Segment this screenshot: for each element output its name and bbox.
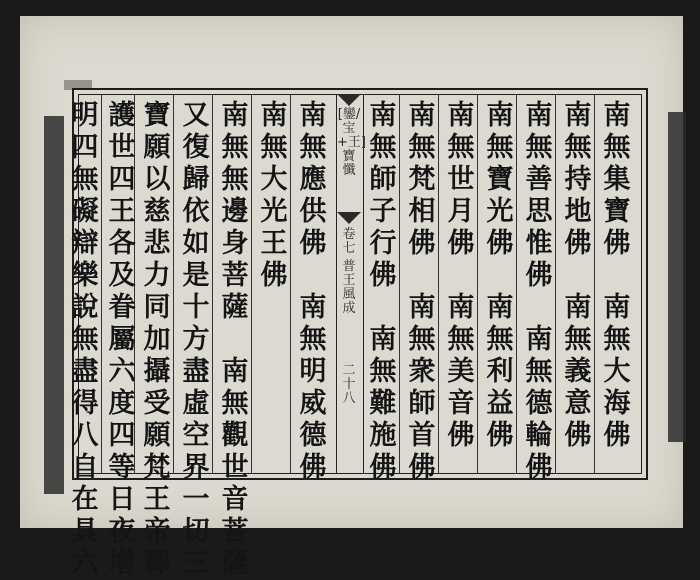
fold-title: [鑾/宝+王]寶懺: [337, 107, 366, 178]
center-fold: [336, 94, 364, 474]
right-col-4: 南 無 寶 光 佛 南 無 利 益 佛: [486, 100, 514, 451]
left-ink-smudge: [44, 116, 64, 494]
left-col-6: 護 世 四 王 各 及 眷 屬 六 度 四 等 日 夜 增: [108, 100, 136, 579]
right-col-1: 南 無 集 寶 佛 南 無 大 海 佛: [603, 100, 631, 451]
right-col-6: 南 無 梵 相 佛 南 無 衆 師 首 佛: [408, 100, 436, 483]
fold-subtitle: 普王風成: [342, 259, 356, 316]
fish-tail-mark-middle: [337, 212, 361, 226]
print-frame: [71, 88, 648, 579]
right-col-7: 南 無 師 子 行 佛 南 無 難 施 佛: [369, 100, 397, 483]
left-col-3: 南 無 無 邊 身 菩 薩 南 無 觀 世 音 菩 薩: [221, 100, 249, 579]
left-col-1: 南 無 應 供 佛 南 無 明 威 德 佛: [299, 100, 327, 483]
left-col-5: 寶 願 以 慈 悲 力 同 加 攝 受 願 梵 王 帝 釋: [143, 100, 171, 579]
right-ink-smudge: [668, 112, 686, 442]
right-col-5: 南 無 世 月 佛 南 無 美 音 佛: [447, 100, 475, 451]
right-col-2: 南 無 持 地 佛 南 無 義 意 佛: [564, 100, 592, 451]
right-col-3: 南 無 善 思 惟 佛 南 無 德 輪 佛: [525, 100, 553, 483]
left-col-2: 南 無 大 光 王 佛: [260, 100, 288, 291]
left-col-7: 明 四 無 礙 辯 樂 說 無 盡 得 八 自 在 具 六: [71, 100, 99, 579]
fold-chapter: 卷七: [342, 227, 356, 256]
fish-tail-mark-top: [337, 94, 361, 108]
fold-page-number: 二十八: [342, 363, 356, 406]
left-col-4: 又 復 歸 依 如 是 十 方 盡 虛 空 界 一 切 三: [182, 100, 210, 579]
